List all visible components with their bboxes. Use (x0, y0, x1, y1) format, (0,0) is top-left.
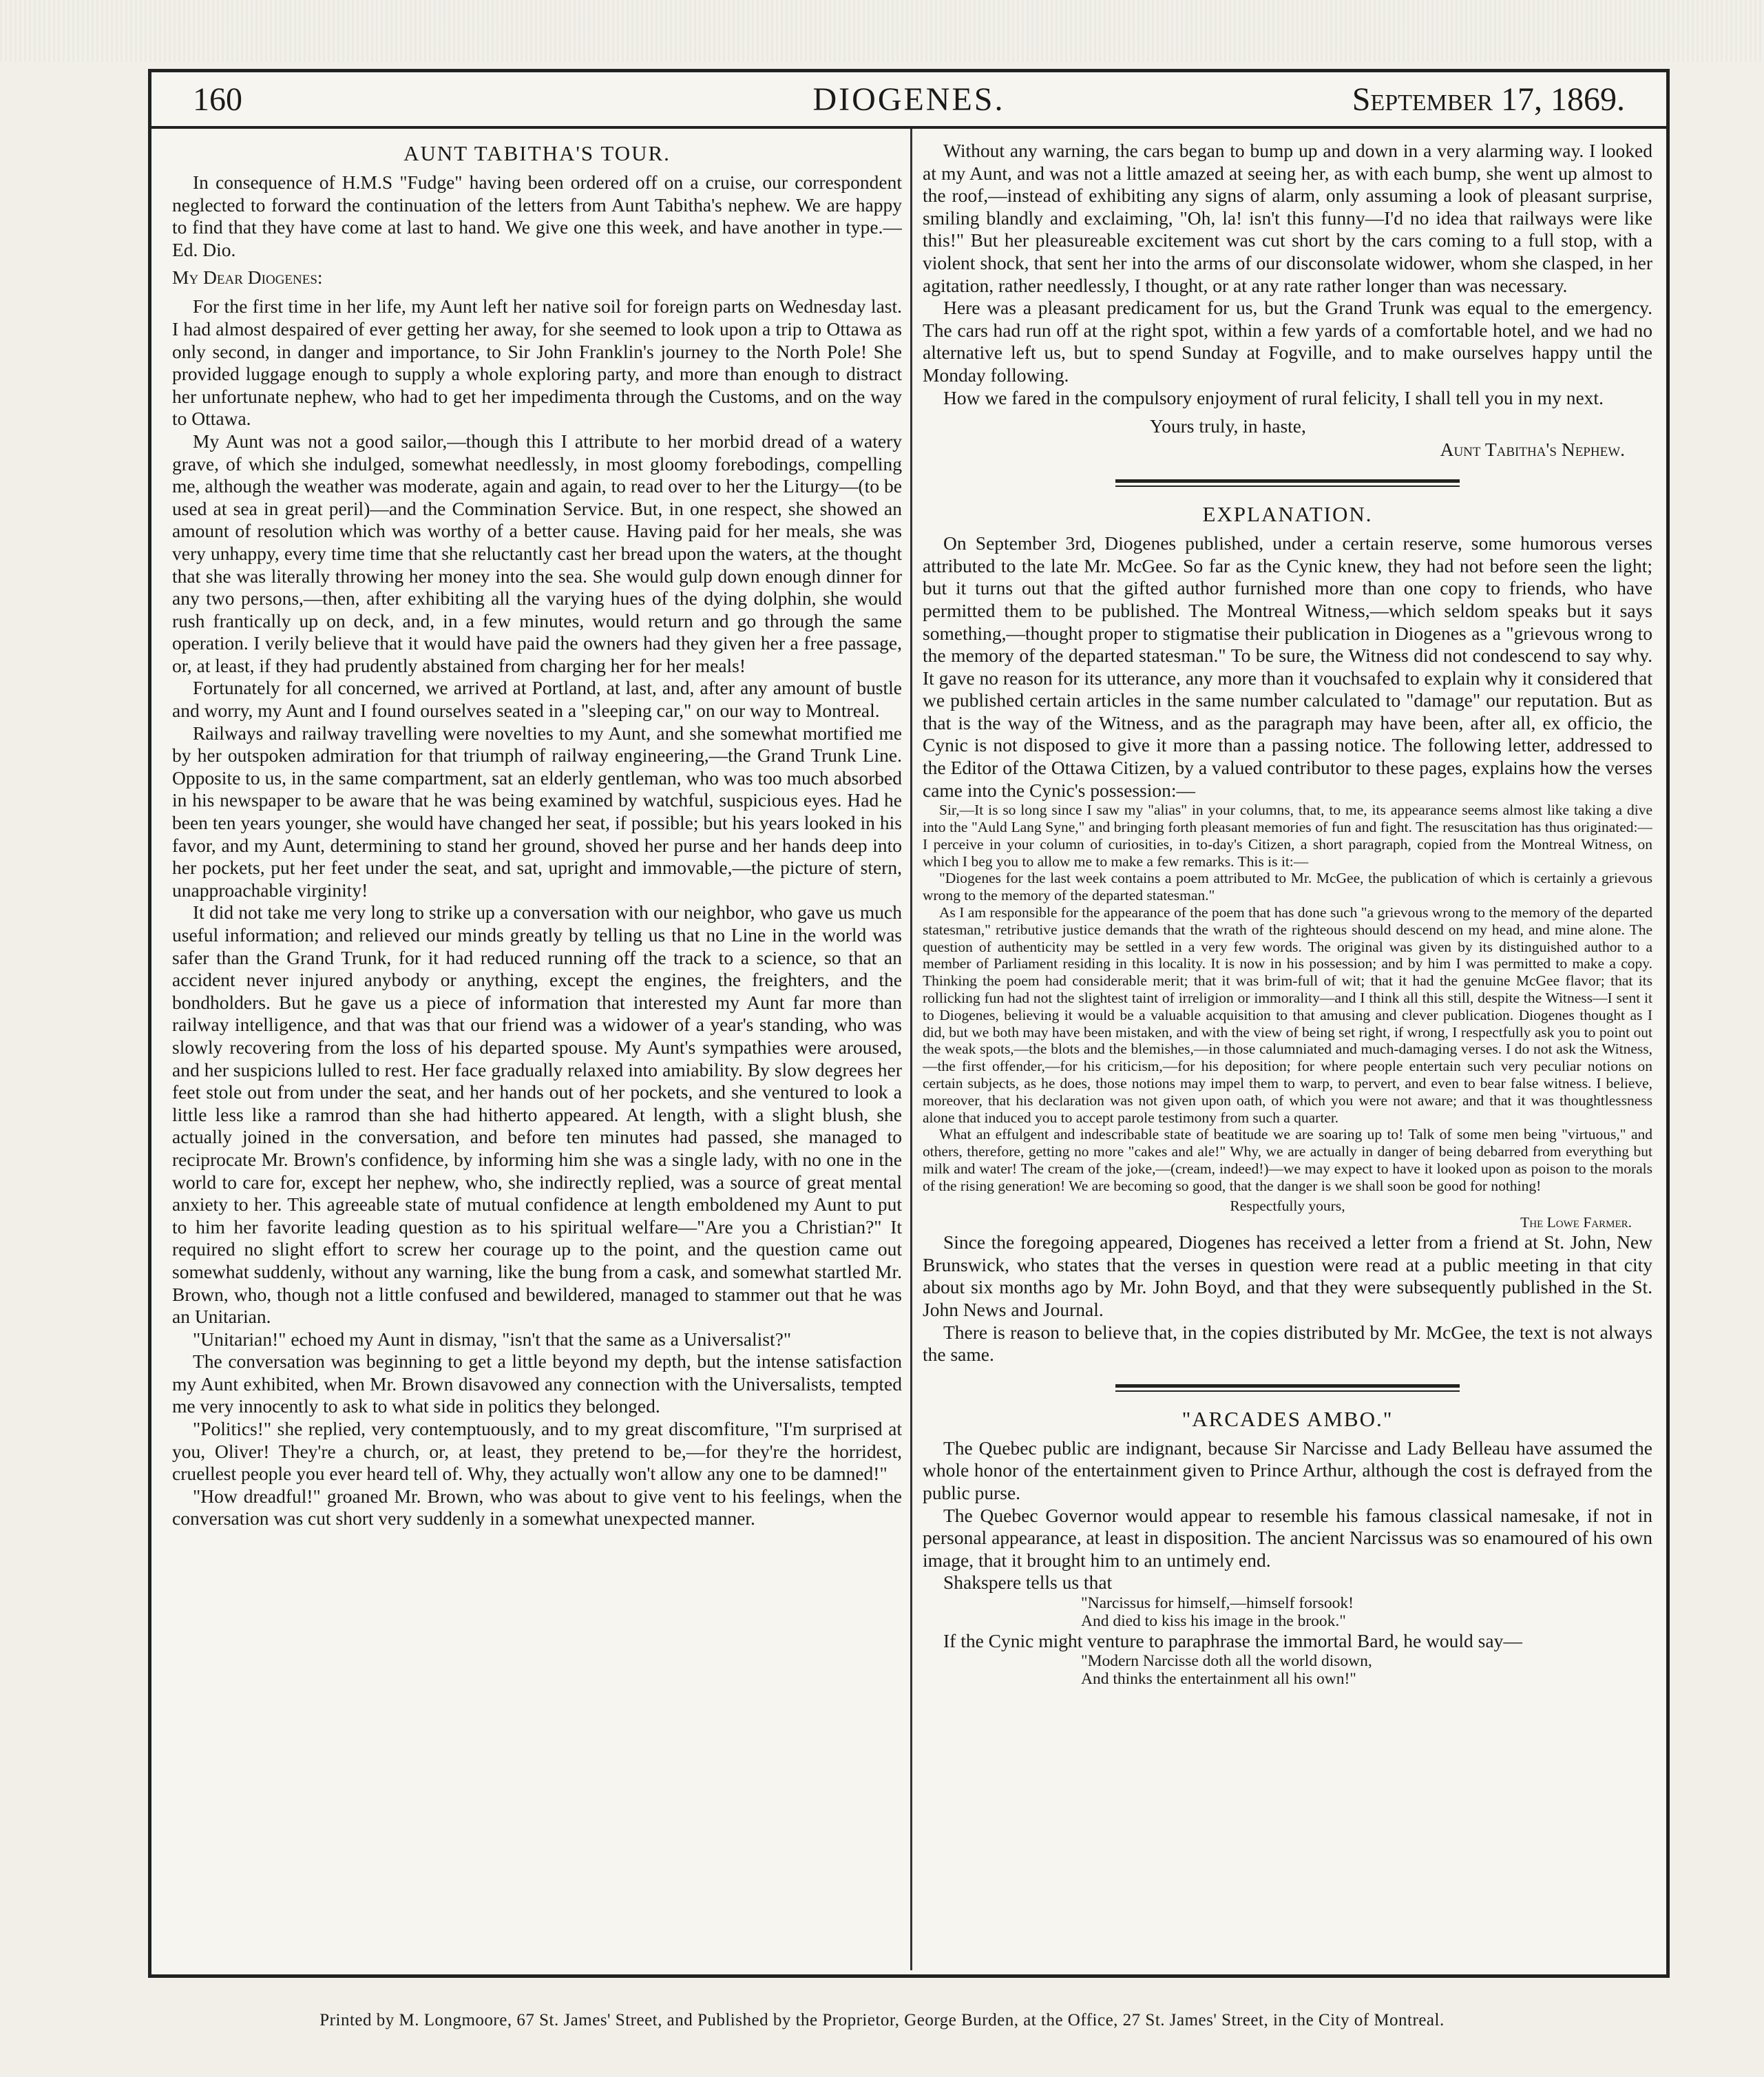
tour-paragraph: Without any warning, the cars began to bump up and down in a very alarming way. I looked at my Aunt, and was not a little amazed at seeing her, as with each bump, she went up almost to the roof,—instead of exhibiting any signs of alarm, only assuming a look of pleasant surprise, smiling blandly and exclaiming, "Oh, la! isn't this funny—I'd no idea that railways were like this!" But her pleasureable excitement was cut short by the cars coming to a full stop, with a violent shock, that sent her into the arms of our disconsolate widower, whom she clasped, in her agitation, rather needlessly, I thought, or at any rate rather longer than was necessary. (923, 140, 1652, 296)
tour-paragraph: Fortunately for all concerned, we arrived at Portland, at last, and, after any amount of bustle and worry, my Aunt and I found ourselves seated in a "sleeping car," on our way to Montreal. (172, 677, 902, 722)
tour-intro: In consequence of H.M.S "Fudge" having been ordered off on a cruise, our correspondent neglected to forward the continuation of the letters from Aunt Tabitha's nephew. We are happy to find that they have come at last to hand. We give one this week, and have another in type.—Ed. Dio. (172, 171, 902, 260)
letter-paragraph: As I am responsible for the appearance of the poem that has done such "a grievous wrong to the memory of the departed statesman," retributive justice demands that the wrath of the righteous should descend on my head, and mine alone. The question of authenticity may be settled in a very few words. The original was given by its distinguished author to a member of Parliament residing in this locality. It is now in his possession; and by him I was permitted to make a copy. Thinking the poem had considerable merit; that it was brim-full of wit; that it had the genuine McGee flavor; that its rollicking fun had not the slightest taint of irreligion or immorality—and I think all this still, despite the Witness—I sent it to Diogenes, believing it would be a valuable acquisition to that amusing and clever publication. Diogenes thought as I did, but we both may have been mistaken, and with the view of being set right, if wrong, I respectfully ask you to point out the weak spots,—the blots and the blemishes,—in those calumniated and much-damaging verses. I do not ask the Witness,—the first offender,—for his criticism,—for his deposition; for where people entertain such very peculiar notions on certain subjects, as he does, those notions may impel them to warp, to pervert, and even to bear false witness. I believe, moreover, that his declaration was not given upon oath, of which you were not aware; and that it was thoughtlessness alone that induced you to accept parole testimony from such a quarter. (923, 904, 1652, 1126)
tour-paragraph: "Unitarian!" echoed my Aunt in dismay, "isn't that the same as a Universalist?" (193, 1328, 792, 1350)
verse-line: And died to kiss his image in the brook." (1081, 1611, 1346, 1630)
letter-closing: Respectfully yours, (1230, 1197, 1345, 1214)
letter-paragraph: What an effulgent and indescribable state of beatitude we are soaring up to! Talk of some men being "virtuous," and others, therefore, getting no more "cakes and ale!" Why, we are actually in danger of being debarred from everything but milk and water! The cream of the joke,—(cream, indeed!)—we may expect to have it looked upon as poison to the morals of the rising generation! We are becoming so good, that the danger is we shall soon be good for nothing! (923, 1126, 1652, 1194)
issue-date: September 17, 1869. (1352, 81, 1625, 118)
tour-heading: AUNT TABITHA'S TOUR. (403, 141, 671, 165)
arcades-heading: "ARCADES AMBO." (1182, 1406, 1394, 1431)
tour-paragraph: For the first time in her life, my Aunt left her native soil for foreign parts on Wednesday last. I had almost despaired of ever getting her away, for she seemed to look upon a trip to Ottawa as only second, in danger and importance, to Sir John Franklin's journey to the North Pole! She provided luggage enough to supply a whole exploring party, and more than enough to distract her unfortunate nephew, who had to get her impedimenta through the Customs, and on the way to Ottawa. (172, 295, 902, 430)
section-separator (1115, 479, 1460, 487)
imprint-footer: Printed by M. Longmoore, 67 St. James' Street, and Published by the Proprietor, George Burden, at the Office, 27 St. James' Street, in the City of Montreal. (319, 2011, 1445, 2029)
scan-noise-band (0, 0, 1764, 62)
left-column (172, 140, 902, 1958)
letter-signature: The Lowe Farmer. (1520, 1214, 1632, 1231)
section-separator (1115, 1384, 1460, 1392)
explanation-intro: On September 3rd, Diogenes published, under a certain reserve, some humorous verses attributed to the late Mr. McGee. So far as the Cynic knew, they had not before seen the light; but it turns out that the gifted author furnished more than one copy to friends, who have permitted them to be published. The Montreal Witness,—which seldom speaks but it says something,—thought proper to stigmatise their publication in Diogenes as a "grievous wrong to the memory of the departed statesman." To be sure, the Witness did not condescend to say why. It gave no reason for its utterance, any more than it vouchsafed to explain why it considered that we published certain articles in the same number calculated to "damage" our reputation. But as that is the way of the Witness, and as the paragraph may have been, after all, ex officio, the Cynic is not disposed to give it more than a passing notice. The following letter, addressed to the Editor of the Ottawa Citizen, by a valued contributor to these pages, explains how the verses came into the Cynic's possession:— (923, 532, 1652, 801)
tour-paragraph: The conversation was beginning to get a little beyond my depth, but the intense satisfaction my Aunt exhibited, when Mr. Brown disavowed any connection with the Universalists, tempted me very innocently to ask to what side in politics they belonged. (172, 1350, 902, 1417)
letter-paragraph: Sir,—It is so long since I saw my "alias" in your columns, that, to me, its appearance seems almost like taking a dive into the "Auld Lang Syne," and bringing forth pleasant memories of fun and fight. The resuscitation has thus originated:—I perceive in your column of curiosities, in to-day's Citizen, a short paragraph, copied from the Montreal Witness, on which I beg you to allow me to make a few remarks. This is it:— (923, 802, 1652, 870)
tour-paragraph: Railways and railway travelling were novelties to my Aunt, and she somewhat mortified me by her outspoken admiration for that triumph of railway engineering,—the Grand Trunk Line. Opposite to us, in the same compartment, sat an elderly gentleman, who was too much absorbed in his newspaper to be aware that he was being examined by watchful, suspicious eyes. Had he been ten years younger, she would have changed her seat, if possible; but his years looked in his favor, and my Aunt, determining to stand her ground, shoved her purse and her hands deep into her pockets, put her feet under the seat, and sat, upright and immovable,—the picture of stern, unapproachable virginity! (172, 722, 902, 901)
tour-paragraph: My Aunt was not a good sailor,—though this I attribute to her morbid dread of a watery grave, of which she indulged, somewhat needlessly, in most gloomy forebodings, compelling me, although the weather was moderate, again and again, to read over to her the Liturgy—(to be used at sea in great peril)—and the Commination Service. But, in one respect, she showed an amount of resolution which was worthy of a better cause. Having paid for her meals, she was very unhappy, every time time that she reluctantly cast her bread upon the waters, at the thought that she was literally throwing her money into the sea. She would gulp down enough dinner for any two persons,—then, after exhibiting all the varying hues of the dying dolphin, she would rush frantically up on deck, and, in a few minutes, would return and go through the same operation. I verily believe that it would have paid the owners had they given her a free passage, or, at least, if they had prudently abstained from charging her for her meals! (172, 430, 902, 676)
arcades-bridge: If the Cynic might venture to paraphrase the immortal Bard, he would say— (943, 1629, 1522, 1651)
page-number: 160 (193, 81, 242, 118)
tour-closing: Yours truly, in haste, (1150, 415, 1306, 437)
masthead (151, 72, 1666, 129)
arcades-paragraph: The Quebec public are indignant, because Sir Narcisse and Lady Belleau have assumed the whole honor of the entertainment given to Prince Arthur, although the cost is defrayed from the public purse. (923, 1437, 1652, 1503)
arcades-paragraph: Shakspere tells us that (943, 1572, 1113, 1594)
explanation-followup: There is reason to believe that, in the copies distributed by Mr. McGee, the text is not always the same. (923, 1321, 1652, 1366)
page-frame (148, 69, 1670, 1978)
right-column (923, 140, 1652, 1958)
explanation-followup: Since the foregoing appeared, Diogenes has received a letter from a friend at St. John, New Brunswick, who states that the verses in question were read at a public meeting in that city about six months ago by Mr. John Boyd, and that they were subsequently published in the St. John News and Journal. (923, 1231, 1652, 1320)
verse-line: "Narcissus for himself,—himself forsook! (1081, 1594, 1354, 1612)
arcades-paragraph: The Quebec Governor would appear to resemble his famous classical namesake, if not in personal appearance, at least in disposition. The ancient Narcissus was so enamoured of his own image, that it brought him to an untimely end. (923, 1504, 1652, 1571)
verse-line: "Modern Narcisse doth all the world disown, (1081, 1652, 1372, 1671)
verse-line: And thinks the entertainment all his own!" (1081, 1670, 1356, 1689)
tour-paragraph: "Politics!" she replied, very contemptuously, and to my great discomfiture, "I'm surprised at you, Oliver! They're a church, or, at least, they pretend to be,—for they're the horridest, cruellest people you ever heard tell of. Why, they actually won't allow any one to be damned!" (172, 1418, 902, 1485)
tour-paragraph: It did not take me very long to strike up a conversation with our neighbor, who gave us much useful information; and relieved our minds greatly by telling us that no Line in the world was safer than the Grand Trunk, for it had reduced running off the track to a science, so that an accident never injured anybody or anything, except the engines, the freighters, and the bondholders. But he gave us a piece of information that interested my Aunt far more than railway intelligence, and that was that our friend was a widower of a year's standing, who was slowly recovering from the loss of his departed spouse. My Aunt's sympathies were aroused, and her suspicions lulled to rest. Her face gradually relaxed into amiability. By slow degrees her feet stole out from under the seat, and her hands out of her pockets, and she ventured to look a little less like a ramrod than she had hitherto appeared. At length, with a slight blush, she actually joined in the conversation, and before ten minutes had passed, she managed to reciprocate Mr. Brown's confidence, by informing him she was a single lady, with no one in the world to care for, except her nephew, who, she indirectly replied, was a source of great mental anxiety to her. This agreeable state of mutual confidence at length emboldened my Aunt to put to him her favorite leading question as to his spiritual welfare—"Are you a Christian?" It required no slight effort to screw her courage up to the point, and the question came out somewhat suddenly, without any warning, like the bung from a cask, and somewhat startled Mr. Brown, who, though not a little confused and bewildered, managed to stammer out that he was an Unitarian. (172, 901, 902, 1328)
letter-paragraph: "Diogenes for the last week contains a poem attributed to Mr. McGee, the publication of which is certainly a grievous wrong to the memory of the departed statesman." (923, 870, 1652, 904)
tour-signature: Aunt Tabitha's Nephew. (1440, 439, 1625, 461)
newspaper-title: DIOGENES. (812, 81, 1005, 118)
column-divider (910, 129, 912, 1970)
tour-paragraph: Here was a pleasant predicament for us, but the Grand Trunk was equal to the emergency. The cars had run off at the right spot, within a few yards of a comfortable hotel, and we had no alternative left us, but to spend Sunday at Fogville, and to make ourselves happy until the Monday following. (923, 297, 1652, 386)
explanation-heading: EXPLANATION. (1202, 502, 1373, 527)
tour-salutation: My Dear Diogenes: (172, 267, 323, 289)
tour-paragraph: "How dreadful!" groaned Mr. Brown, who was about to give vent to his feelings, when the conversation was cut short very suddenly in a somewhat unexpected manner. (172, 1485, 902, 1530)
tour-paragraph: How we fared in the compulsory enjoyment of rural felicity, I shall tell you in my next. (943, 386, 1604, 408)
